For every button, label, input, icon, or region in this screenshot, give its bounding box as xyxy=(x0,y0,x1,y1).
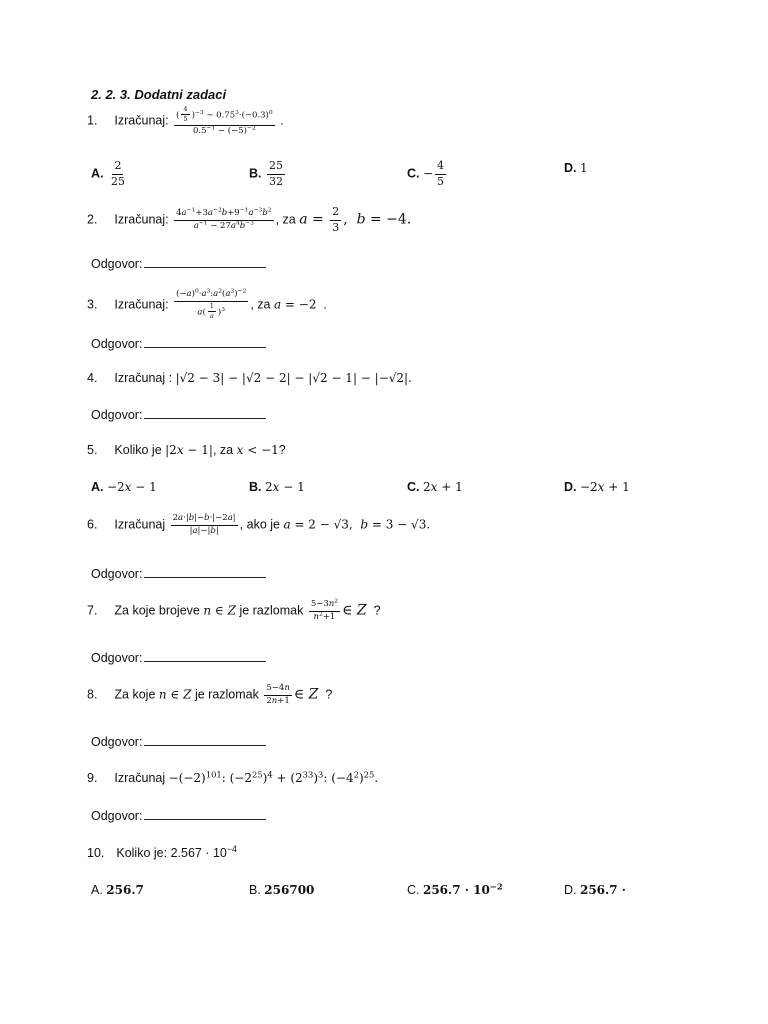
problem-prompt: Za koje brojeve xyxy=(114,603,200,618)
problem-2: 2. Izračunaj: $\frac{4a^{-1}+3a^{-2}b+9^{-1}a^{-3}b^2}{a^{-1} - 27a^4b^{-3}}$ , za a = $\frac{2}{3}$ , b = −4. xyxy=(87,205,412,234)
expression: $\frac{2a\cdot|b|-b\cdot|-2a|}{|a|-|b|}$ xyxy=(172,513,236,536)
problem-number: 4. xyxy=(87,371,98,385)
problem-4 xyxy=(87,371,412,385)
expression: $(-a)^0\cdot a^3:a^2(a^3)^{-2}$ a( $\frac{1}{a}$ )$^3$ xyxy=(176,287,247,321)
section-title: 2. 2. 3. Dodatni zadaci xyxy=(91,87,227,102)
expression: $-(-2)^{101}$: $(-2^{25})^4 + (2^{33})^3$: $(-4^2)^{25}$. xyxy=(168,769,379,785)
problem-number: 9. xyxy=(87,771,98,785)
option-10c: C. $256.7 \cdot 10^{-2}$ xyxy=(407,881,503,897)
problem-prompt: Izračunaj xyxy=(114,771,166,785)
answer-line-7[interactable]: Odgovor: xyxy=(91,651,266,665)
problem-number: 10. xyxy=(87,846,105,860)
expression: $\frac{4a^{-1}+3a^{-2}b+9^{-1}a^{-3}b^2}{a^{-1} - 27a^4b^{-3}}$ xyxy=(176,206,272,231)
problem-prompt: Za koje xyxy=(114,687,156,702)
problem-number: 6. xyxy=(87,517,98,532)
problem-number: 3. xyxy=(87,297,98,312)
problem-10 xyxy=(87,846,237,860)
expression: $\frac{5-3n^2}{n^2+1}$ xyxy=(310,597,339,622)
expression: |√2 − 3| − |√2 − 2| − |√2 − 1| − |−√2|. xyxy=(175,371,412,385)
answer-line-4[interactable]: Odgovor: xyxy=(91,408,266,422)
problem-7: 7. Za koje brojeve n ∈ Z je razlomak $\frac{5-3n^2}{n^2+1}$ ∈ Z ? xyxy=(87,597,381,622)
expression: ( $\frac{4}{5}$ )$^{-3} - 0.75^3\cdot(-0.3)^0$ $0.5^{-1} - (-5)^{-2}$ xyxy=(176,105,273,136)
problem-8: 8. Za koje n ∈ Z je razlomak $\frac{5-4n}{2n+1}$ ∈ Z ? xyxy=(87,683,333,706)
problem-prompt: Izračunaj xyxy=(114,517,166,532)
problem-1: 1. Izračunaj: ( $\frac{4}{5}$ )$^{-3} - 0.75^3\cdot(-0.3)^0$ $0.5^{-1} - (-5)^{-2}$ . xyxy=(87,105,284,136)
option-10b: B. 256700 xyxy=(249,883,315,897)
option-10d: D. 256.7 · xyxy=(564,883,626,897)
option-1d: D. 1 xyxy=(564,161,588,175)
problem-9 xyxy=(87,771,378,785)
problem-prompt: Koliko je: xyxy=(116,846,168,860)
expression: $\frac{5-4n}{2n+1}$ xyxy=(266,683,290,706)
problem-5: 5. Koliko je |2x − 1|, za x < −1? xyxy=(87,443,286,457)
answer-line-6[interactable]: Odgovor: xyxy=(91,567,266,581)
problem-prompt: Izračunaj: xyxy=(114,297,169,312)
problem-prompt: Izračunaj : xyxy=(114,371,173,385)
problem-number: 7. xyxy=(87,603,98,618)
option-5b: B. 2𝑥 − 1 xyxy=(249,480,305,494)
answer-line-3[interactable]: Odgovor: xyxy=(91,337,266,351)
problem-number: 2. xyxy=(87,212,98,227)
expression: $2.567 \cdot 10^{-4}$ xyxy=(170,844,237,860)
problem-number: 8. xyxy=(87,687,98,702)
option-10a: A. 256.7 xyxy=(91,883,144,897)
problem-6: 6. Izračunaj $\frac{2a\cdot|b|-b\cdot|-2a|}{|a|-|b|}$ , ako je a = 2 − √3, b = 3 − √3. xyxy=(87,513,431,536)
option-1a: A. $\frac{2}{25}$ xyxy=(91,159,125,188)
problem-prompt: Izračunaj: xyxy=(114,113,169,128)
option-5a: A. −2𝑥 − 1 xyxy=(91,480,157,494)
answer-line-9[interactable]: Odgovor: xyxy=(91,809,266,823)
problem-number: 5. xyxy=(87,443,98,457)
problem-number: 1. xyxy=(87,113,98,128)
answer-line-2[interactable]: Odgovor: xyxy=(91,257,266,271)
problem-prompt: Koliko je xyxy=(114,443,162,457)
option-1b: B. $\frac{25}{32}$ xyxy=(249,159,283,188)
answer-line-8[interactable]: Odgovor: xyxy=(91,735,266,749)
option-5d: D. −2𝑥 + 1 xyxy=(564,480,630,494)
option-1c: C. − $\frac{4}{5}$ xyxy=(407,159,445,188)
problem-3: 3. Izračunaj: $(-a)^0\cdot a^3:a^2(a^3)^{-2}$ a( $\frac{1}{a}$ )$^3$ , za a = −2 . xyxy=(87,287,327,321)
problem-prompt: Izračunaj: xyxy=(114,212,169,227)
option-5c: C. 2𝑥 + 1 xyxy=(407,480,463,494)
